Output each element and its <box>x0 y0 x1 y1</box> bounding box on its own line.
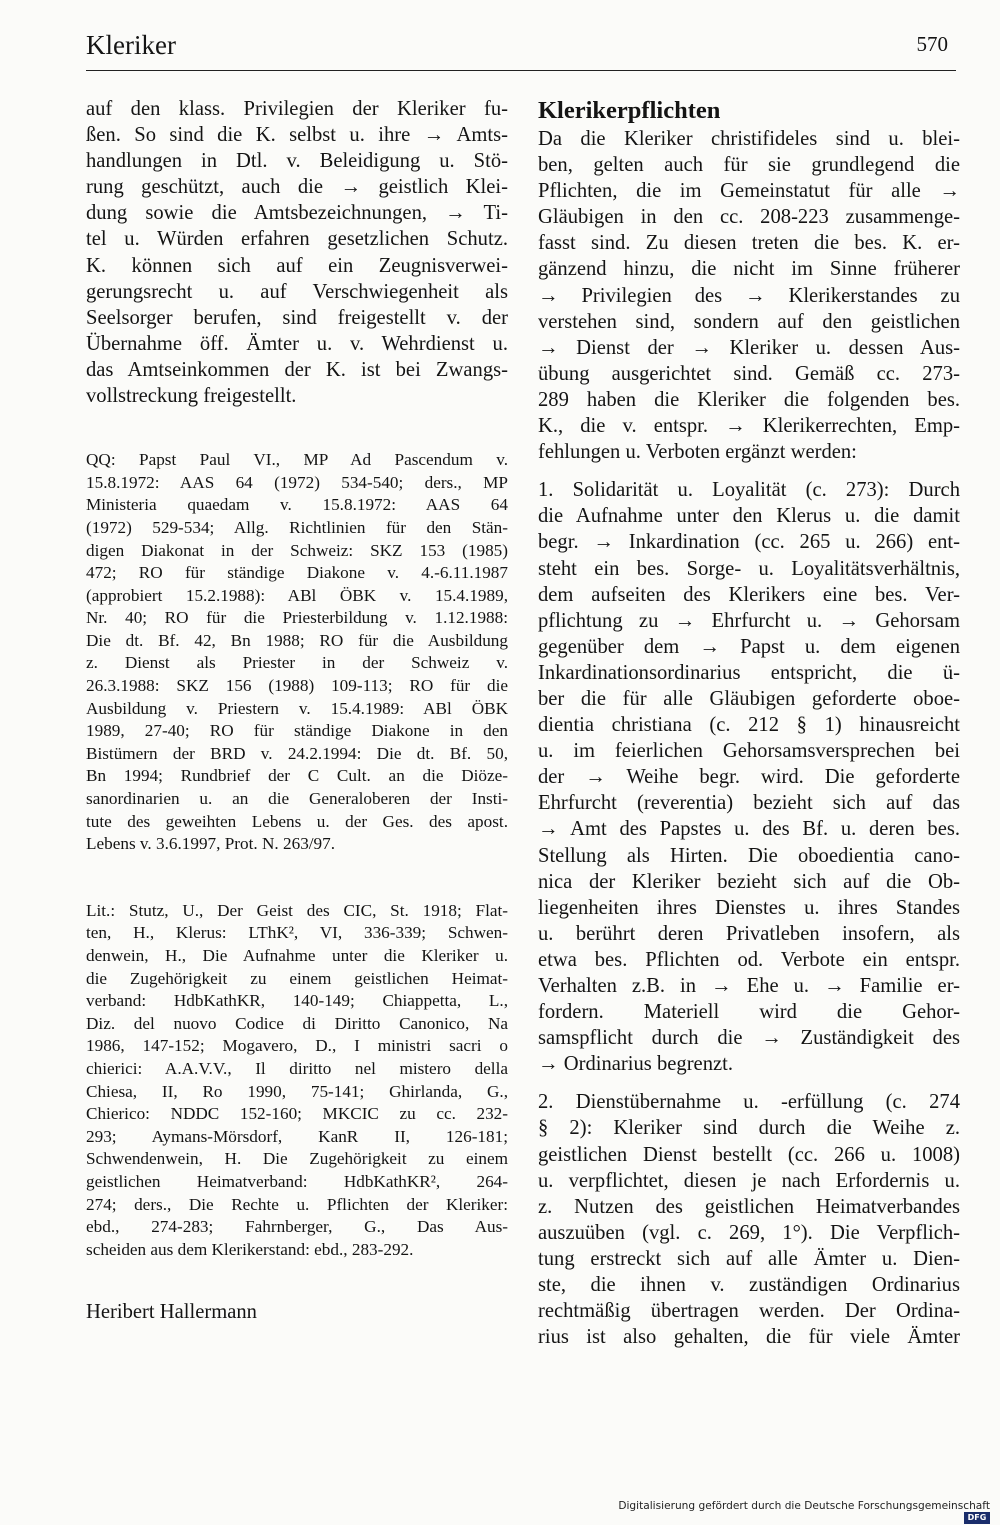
text-line: Chierico: NDDC 152-160; MKCIC zu cc. 232- <box>86 1104 508 1124</box>
section-2-dienstuebernahme <box>538 1089 960 1350</box>
text-line: (approbiert 15.2.1988): ABl ÖBK v. 15.4.1989, <box>86 585 508 605</box>
running-head-title: Kleriker <box>86 30 176 60</box>
text-line: 2. Dienstübernahme u. -erfüllung (c. 274 <box>538 1091 960 1114</box>
text-line: scheiden aus dem Klerikerstand: ebd., 283-292. <box>86 1239 414 1259</box>
text-line: die Aufnahme unter den Klerus u. die damit <box>538 505 960 528</box>
text-line: 1989, 27-40; RO für ständige Diakone in den <box>86 721 508 741</box>
dfg-footer-text: Digitalisierung gefördert durch die Deutsche Forschungsgemeinschaft <box>618 1500 990 1512</box>
text-line: 1986, 147-152; Mogavero, D., I ministri sacri o <box>86 1036 508 1056</box>
text-line: pflichtung zu → Ehrfurcht u. → Gehorsam <box>538 609 960 632</box>
text-line: → Ordinarius begrenzt. <box>538 1053 734 1076</box>
text-line: liegenheiten ihres Dienstes u. ihres Standes <box>538 896 960 919</box>
running-head <box>86 30 956 70</box>
text-line: dientia christiana (c. 212 § 1) hinausreicht <box>538 714 960 737</box>
text-line: das Amtseinkommen der K. ist bei Zwangs- <box>86 358 508 381</box>
text-line: ten, H., Klerus: LThK², VI, 336-339; Schwen- <box>86 923 508 943</box>
left-column <box>86 96 508 1325</box>
text-line: gänzend hinzu, die nicht im Sinne früherer <box>538 258 960 281</box>
text-line: der → Weihe begr. wird. Die geforderte <box>538 766 960 789</box>
text-line: rius ist also gehalten, die für viele Ämter <box>538 1326 960 1349</box>
literature-lit <box>86 900 508 1262</box>
text-line: sanordinarien u. an die Generaloberen der Insti- <box>86 789 508 809</box>
text-line: Seelsorger berufen, sind freigestellt v. der <box>86 306 508 329</box>
text-line: auf den klass. Privilegien der Kleriker fu- <box>86 98 508 120</box>
text-line: u. im feierlichen Gehorsamsversprechen bei <box>538 740 960 763</box>
text-line: 15.8.1972: AAS 64 (1972) 534-540; ders., MP <box>86 472 508 492</box>
text-line: K., die v. entspr. → Klerikerrechten, Emp- <box>538 415 960 438</box>
text-line: tung erstreckt sich auf alle Ämter u. Dien- <box>538 1247 960 1270</box>
text-line: nica der Kleriker bezieht sich auf die Ob- <box>538 870 960 893</box>
text-line: u. verpflichtet, diesen je nach Erfordernis u. <box>538 1169 960 1192</box>
text-line: u. berührt deren Privatleben insofern, als <box>538 922 960 945</box>
text-line: fordern. Materiell wird die Gehor- <box>538 1001 960 1024</box>
text-line: gerungsrecht u. auf Verschwiegenheit als <box>86 280 508 303</box>
dfg-logo-icon: DFG <box>964 1512 990 1524</box>
text-line: Die dt. Bf. 42, Bn 1988; RO für die Ausbildung <box>86 630 508 650</box>
text-line: Lebens v. 3.6.1997, Prot. N. 263/97. <box>86 834 336 854</box>
text-line: übung ausgerichtet sind. Gemäß cc. 273- <box>538 362 960 385</box>
text-line: geistlichen Heimatverband: HdbKathKR², 264- <box>86 1171 508 1191</box>
text-line: 472; RO für ständige Diakone v. 4.-6.11.1987 <box>86 563 508 583</box>
text-line: Gläubigen in den cc. 208-223 zusammenge- <box>538 206 960 229</box>
text-line: Ausbildung v. Priestern v. 15.4.1989: ABl ÖBK <box>86 698 508 718</box>
text-line: Inkardinationsordinarius entspricht, die ü- <box>538 661 960 684</box>
text-line: tute des geweihten Lebens u. der Ges. des apost. <box>86 811 508 831</box>
text-line: → Dienst der → Kleriker u. dessen Aus- <box>538 336 960 359</box>
header-rule <box>86 70 956 71</box>
text-line: Ministeria quaedam v. 15.8.1972: AAS 64 <box>86 495 508 515</box>
author-signature: Heribert Hallermann <box>86 1301 257 1324</box>
text-line: Lit.: Stutz, U., Der Geist des CIC, St. 1918; Flat- <box>86 900 508 920</box>
dfg-footer <box>590 1500 990 1522</box>
text-line: QQ: Papst Paul VI., MP Ad Pascendum v. <box>86 450 508 470</box>
text-line: fasst sind. Zu diesen treten die bes. K. er- <box>538 232 960 255</box>
text-line: Bn 1994; Rundbrief der C Cult. an die Diöze- <box>86 766 508 786</box>
text-line: Pflichten, die im Gemeinstatut für alle → <box>538 180 960 203</box>
text-line: chierici: A.A.V.V., Il diritto nel mistero della <box>86 1058 508 1078</box>
text-line: K. können sich auf ein Zeugnisverwei- <box>86 254 508 277</box>
text-line: z. Dienst als Priester in der Schweiz v. <box>86 653 508 673</box>
page-number: 570 <box>916 32 948 56</box>
text-line: ßen. So sind die K. selbst u. ihre → Amts- <box>86 124 508 147</box>
text-line: dem aufseiten des Klerikers eine bes. Ver- <box>538 583 960 606</box>
section-1-solidaritaet <box>538 477 960 1077</box>
text-line: verband: HdbKathKR, 140-149; Chiappetta, L., <box>86 991 508 1011</box>
text-line: die Zugehörigkeit zu einem geistlichen Heimat- <box>86 968 508 988</box>
text-line: 1. Solidarität u. Loyalität (c. 273): Durch <box>538 479 960 502</box>
right-column <box>538 96 960 1350</box>
text-line: → Amt des Papstes u. des Bf. u. deren bes. <box>538 818 960 841</box>
text-line: gegenüber dem → Papst u. dem eigenen <box>538 635 960 658</box>
text-line: Stellung als Hirten. Die oboedientia cano- <box>538 844 960 867</box>
text-line: ste, die ihnen v. zuständigen Ordinarius <box>538 1274 960 1297</box>
text-line: auszuüben (vgl. c. 269, 1°). Die Verpflich- <box>538 1221 960 1244</box>
intro-paragraph <box>538 126 960 465</box>
text-line: z. Nutzen des geistlichen Heimatverbandes <box>538 1195 960 1218</box>
text-line: 293; Aymans-Mörsdorf, KanR II, 126-181; <box>86 1126 508 1146</box>
text-line: handlungen in Dtl. v. Beleidigung u. Stö- <box>86 150 508 173</box>
text-line: steht ein bes. Sorge- u. Loyalitätsverhältnis, <box>538 557 960 580</box>
text-line: Bistümern der BRD v. 24.2.1994: Die dt. Bf. 50, <box>86 743 508 763</box>
text-line: Verhalten z.B. in → Ehe u. → Familie er- <box>538 975 960 997</box>
text-line: verstehen sind, sondern auf den geistlichen <box>538 310 960 333</box>
text-line: → Privilegien des → Klerikerstandes zu <box>538 284 960 307</box>
text-line: ebd., 274-283; Fahrnberger, G., Das Aus- <box>86 1217 508 1237</box>
text-line: Chiesa, II, Ro 1990, 75-141; Ghirlanda, G., <box>86 1081 508 1101</box>
text-line: tel u. Würden erfahren gesetzlichen Schutz. <box>86 228 508 251</box>
text-line: denwein, H., Die Aufnahme unter die Kleriker u. <box>86 946 508 965</box>
left-paragraph-privileges <box>86 96 508 409</box>
text-line: ber die für alle Gläubigen geforderte oboe- <box>538 687 960 710</box>
text-line: digen Diakonat in der Schweiz: SKZ 153 (1985) <box>86 540 508 560</box>
text-line: Schwendenwein, H. Die Zugehörigkeit zu einem <box>86 1149 508 1169</box>
text-line: Übernahme öff. Ämter u. v. Wehrdienst u. <box>86 332 508 355</box>
text-line: Da die Kleriker christifideles sind u. blei- <box>538 128 960 150</box>
sources-qq <box>86 449 508 856</box>
text-line: Diz. del nuovo Codice di Diritto Canonico, Na <box>86 1013 508 1033</box>
text-line: rechtmäßig übertragen werden. Der Ordina- <box>538 1300 960 1323</box>
text-line: vollstreckung freigestellt. <box>86 385 297 408</box>
text-line: samspflicht durch die → Zuständigkeit des <box>538 1027 960 1050</box>
text-line: begr. → Inkardination (cc. 265 u. 266) ent- <box>538 531 960 554</box>
text-line: Nr. 40; RO für die Priesterbildung v. 1.12.1988: <box>86 608 508 628</box>
text-line: etwa bes. Pflichten od. Verbote ein entspr. <box>538 948 960 971</box>
text-line: (1972) 529-534; Allg. Richtlinien für den Stän- <box>86 517 508 537</box>
text-line: ben, gelten auch für sie grundlegend die <box>538 154 960 177</box>
article-heading: Klerikerpflichten <box>538 97 721 124</box>
text-line: geistlichen Dienst bestellt (cc. 266 u. 1008) <box>538 1143 960 1166</box>
text-line: 289 haben die Kleriker die folgenden bes. <box>538 388 960 411</box>
text-line: Ehrfurcht (reverentia) bezieht sich auf das <box>538 792 960 815</box>
text-line: 26.3.1988: SKZ 156 (1988) 109-113; RO für die <box>86 676 508 696</box>
text-line: dung sowie die Amtsbezeichnungen, → Ti- <box>86 202 508 225</box>
text-line: fehlungen u. Verboten ergänzt werden: <box>538 441 857 464</box>
text-line: § 2): Kleriker sind durch die Weihe z. <box>538 1117 960 1140</box>
text-line: 274; ders., Die Rechte u. Pflichten der Kleriker: <box>86 1194 508 1214</box>
text-line: rung geschützt, auch die → geistlich Klei- <box>86 176 508 199</box>
